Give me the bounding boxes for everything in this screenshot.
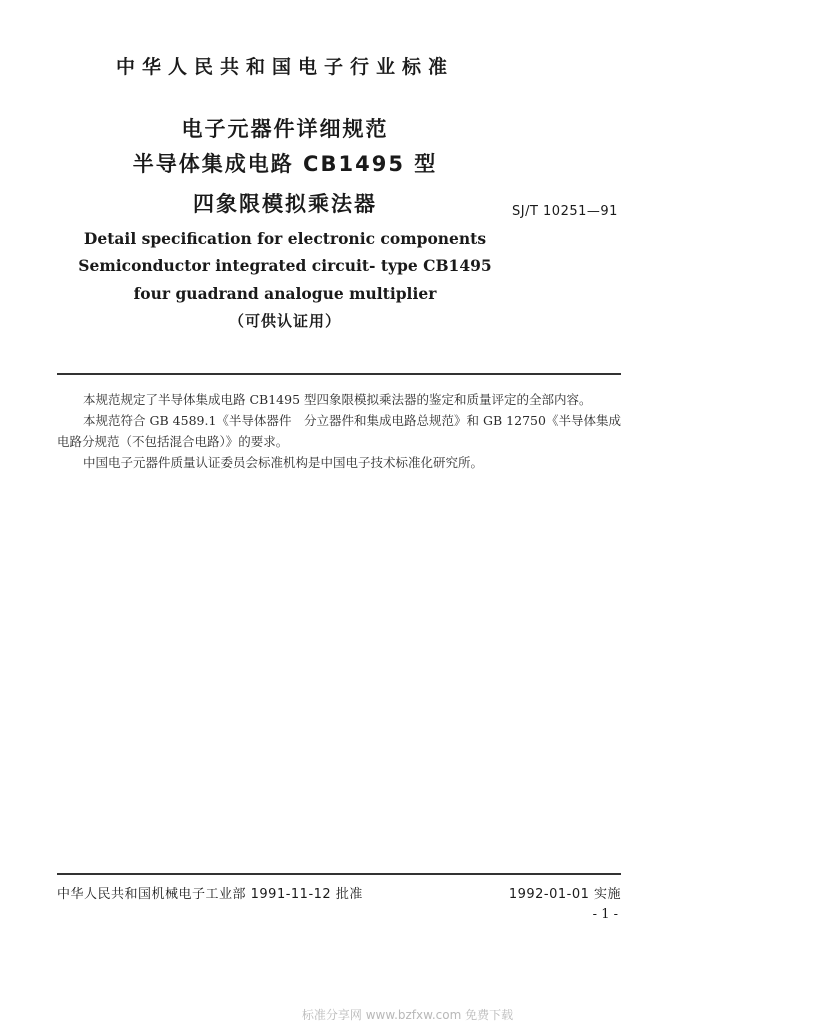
- en-title-line-3: four guadrand analogue multiplier: [133, 284, 437, 303]
- effective-date: 1992-01-01 实施: [508, 887, 621, 902]
- approval-statement: 中华人民共和国机械电子工业部 1991-11-12 批准: [57, 887, 363, 902]
- en-title-line-1: Detail specification for electronic components: [83, 229, 487, 248]
- certification-note: （可供认证用）: [228, 312, 341, 330]
- top-divider: [57, 373, 621, 375]
- body-paragraph: 中国电子元器件质量认证委员会标准机构是中国电子技术标准化研究所。: [83, 455, 484, 470]
- body-paragraph: 本规范规定了半导体集成电路 CB1495 型四象限模拟乘法器的鉴定和质量评定的全部内容。: [83, 392, 592, 407]
- body-paragraph: 本规范符合 GB 4589.1《半导体器件 分立器件和集成电路总规范》和 GB 12750《半导体集成电路分规范（不包括混合电路）》的要求。: [57, 413, 621, 449]
- standard-number: SJ/T 10251—91: [512, 204, 618, 219]
- cn-title-line-2: 半导体集成电路 CB1495 型: [132, 152, 438, 176]
- watermark: 标准分享网 www.bzfxw.com 免费下载: [301, 1008, 514, 1022]
- en-title-line-2: Semiconductor integrated circuit- type CB1495: [78, 256, 492, 275]
- cn-title-line-3: 四象限模拟乘法器: [193, 192, 377, 216]
- bottom-divider: [57, 873, 621, 875]
- page-number: - 1 -: [592, 907, 618, 922]
- body-text: [57, 389, 621, 473]
- cn-title-line-1: 电子元器件详细规范: [181, 117, 389, 141]
- issuing-body-header: 中华人民共和国电子行业标准: [115, 56, 454, 78]
